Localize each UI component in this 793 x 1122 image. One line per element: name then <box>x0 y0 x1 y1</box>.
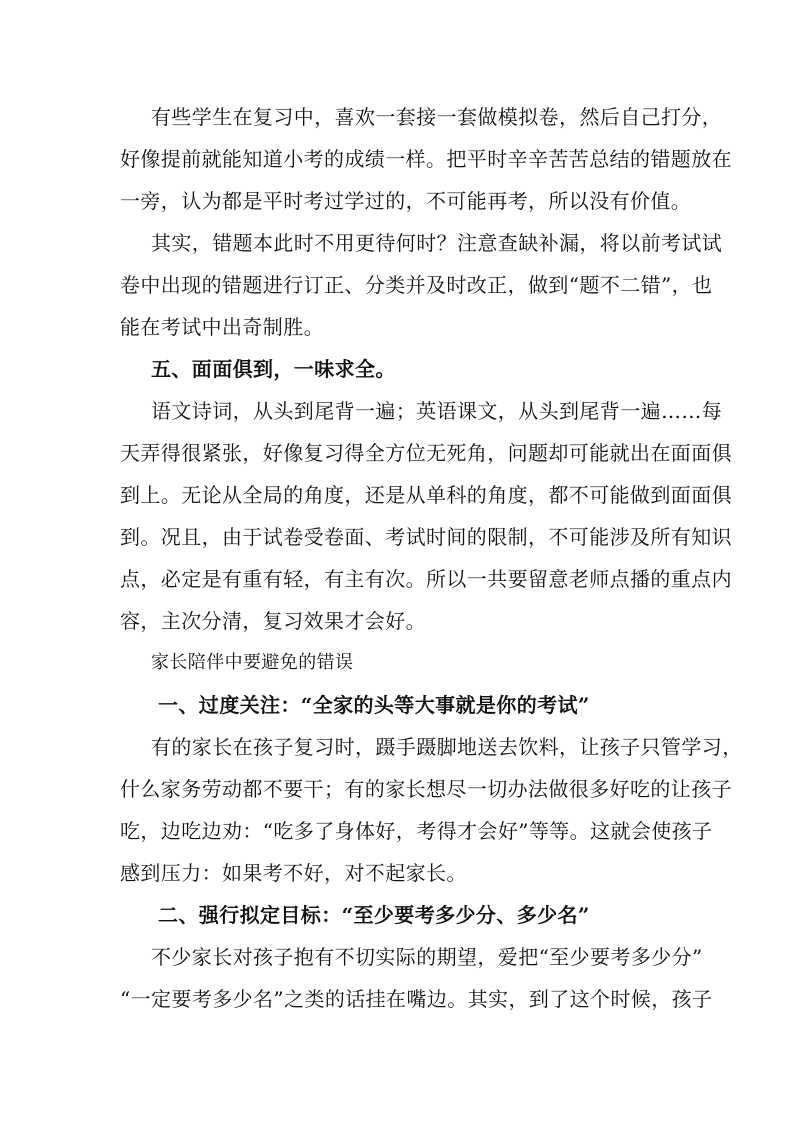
body-text-line: 什么家务劳动都不要干；有的家长想尽一切办法做很多好吃的让孩子 <box>120 777 732 801</box>
body-text-line: 天弄得很紧张，好像复习得全方位无死角，问题却可能就出在面面俱 <box>120 441 732 465</box>
body-text-line: 不少家长对孩子抱有不切实际的期望，爱把“至少要考多少分” <box>151 945 703 969</box>
body-text-line: 到上。无论从全局的角度，还是从单科的角度，都不可能做到面面俱 <box>120 483 732 507</box>
body-text-line: “一定要考多少名”之类的话挂在嘴边。其实，到了这个时候，孩子 <box>120 987 713 1011</box>
body-text-line: 语文诗词，从头到尾背一遍；英语课文，从头到尾背一遍……每 <box>151 399 723 423</box>
section-heading: 五、面面俱到，一味求全。 <box>151 357 396 381</box>
body-text-line: 有些学生在复习中，喜欢一套接一套做模拟卷，然后自己打分， <box>151 105 723 129</box>
body-text-line: 吃，边吃边劝：“吃多了身体好，考得才会好”等等。这就会使孩子 <box>120 819 713 843</box>
section-heading: 二、强行拟定目标：“至少要考多少分、多少名” <box>158 903 590 927</box>
body-text-line: 卷中出现的错题进行订正、分类并及时改正，做到“题不二错”，也 <box>120 273 713 297</box>
body-text-line: 点，必定是有重有轻，有主有次。所以一共要留意老师点播的重点内 <box>120 567 732 591</box>
body-text-line: 能在考试中出奇制胜。 <box>120 315 324 339</box>
section-subtitle: 家长陪伴中要避免的错误 <box>151 652 354 673</box>
body-text-line: 有的家长在孩子复习时，蹑手蹑脚地送去饮料，让孩子只管学习， <box>151 735 743 759</box>
body-text-line: 好像提前就能知道小考的成绩一样。把平时辛辛苦苦总结的错题放在 <box>120 147 732 171</box>
body-text-line: 其实，错题本此时不用更待何时？注意查缺补漏，将以前考试试 <box>151 231 723 255</box>
body-text-line: 到。况且，由于试卷受卷面、考试时间的限制，不可能涉及所有知识 <box>120 525 732 549</box>
body-text-line: 容，主次分清，复习效果才会好。 <box>120 609 426 633</box>
body-text-line: 一旁，认为都是平时考过学过的，不可能再考，所以没有价值。 <box>120 189 692 213</box>
section-heading: 一、过度关注：“全家的头等大事就是你的考试” <box>158 693 590 717</box>
body-text-line: 感到压力：如果考不好，对不起家长。 <box>120 861 467 885</box>
